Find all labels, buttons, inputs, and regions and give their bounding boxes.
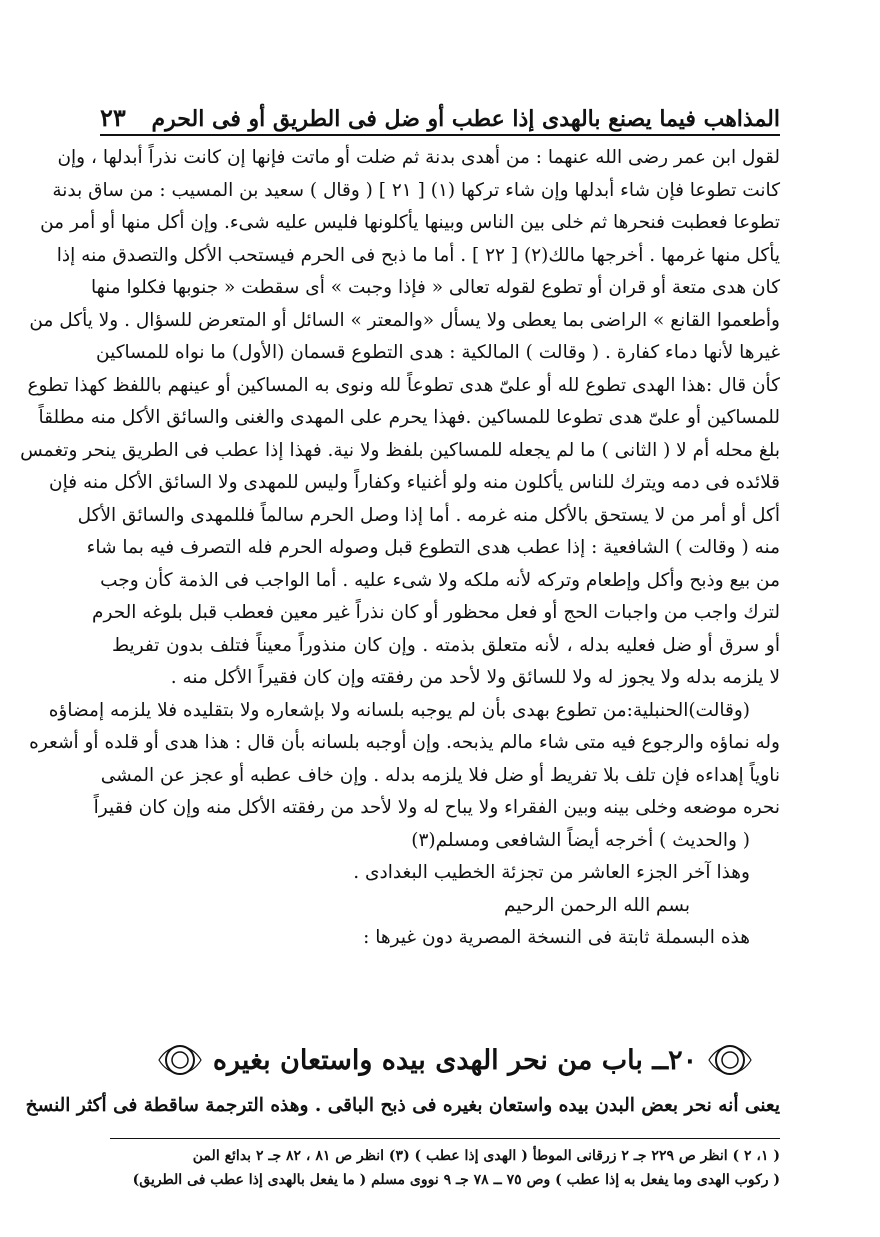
ornament-icon xyxy=(157,1040,203,1080)
text-line: لترك واجب من واجبات الحج أو فعل محظور أو كان نذراً غير معين فعطب قبل بلوغه الحرم xyxy=(92,602,780,623)
footnote-divider xyxy=(110,1138,780,1139)
end-of-part-note: وهذا آخر الجزء العاشر من تجزئة الخطيب البغدادى . xyxy=(353,862,750,883)
footnote-line: ( ١، ٢ ) انظر ص ٢٢٩ جـ ٢ زرقانى الموطأ ( الهدى إذا عطب ) (٣) انظر ص ٨١ ، ٨٢ جـ ٢ بدائع المن xyxy=(192,1148,780,1164)
text-line: وأطعموا القانع » الراضى بما يعطى ولا يسأل «والمعتر » السائل أو المتعرض للسؤال . ولا يأكل من xyxy=(29,309,780,331)
text-line: لقول ابن عمر رضى الله عنهما : من أهدى بدنة ثم ضلت أو ماتت فإنها إن كانت نذراً أبدلها ، وإن xyxy=(57,147,780,168)
chapter-title: ٢٠ــ باب من نحر الهدى بيده واستعان بغيره xyxy=(212,1044,698,1076)
ornament-icon xyxy=(707,1040,753,1080)
text-line: كانت تطوعا فإن شاء أبدلها وإن شاء تركها (١) [ ٢١ ] ( وقال ) سعيد بن المسيب : من ساق بدنة xyxy=(52,179,780,201)
text-line: لا يلزمه بدله ولا يجوز له ولا للسائق ولا لأحد من رفقته وإن كان فقيراً الأكل منه . xyxy=(170,667,780,688)
hanbali-line: وله نماؤه والرجوع فيه متى شاء مالم يذبحه. وإن أوجبه بلسانه بأن قال : هذا هدى أو قلده أو أشعره xyxy=(29,732,780,753)
hanbali-line: ناوياً إهداءه فإن تلف بلا تفريط أو ضل فلا يلزمه بدله . وإن خاف عطبه أو عجز عن المشى xyxy=(100,764,780,786)
page-number: ٢٣ xyxy=(100,103,126,132)
header-divider xyxy=(100,134,780,136)
chapter-heading xyxy=(140,1030,770,1090)
hadith-reference: ( والحديث ) أخرجه أيضاً الشافعى ومسلم(٣) xyxy=(411,829,750,851)
text-line: بلغ محله أم لا ( الثانى ) ما لم يجعله للمساكين بلفظ ولا نية. فهذا إذا عطب فى الطريق ينحر وتغمس xyxy=(20,439,780,461)
text-line: تطوعا فعطبت فنحرها ثم خلى بين الناس وبينها يأكلونها فليس عليه شىء. وإن أكل منها أو أمر من xyxy=(40,212,780,233)
main-text xyxy=(20,142,780,955)
text-line: من بيع وذبح وأكل وإطعام وتركه لأنه ملكه ولا شىء عليه . أما الواجب فى الذمة كأن وجب xyxy=(100,569,780,591)
text-line: يأكل منها غرمها . أخرجها مالك(٢) [ ٢٢ ] . أما ما ذبح فى الحرم فيستحب الأكل والتصدق منه إذا xyxy=(56,244,780,266)
text-line: أكل أو أمر من لا يستحق بالأكل منه غرمه . أما إذا وصل الحرم سالماً فللمهدى والسائق الأكل xyxy=(77,504,780,526)
basmala-note: هذه البسملة ثابتة فى النسخة المصرية دون غيرها : xyxy=(363,927,750,948)
header-title: المذاهب فيما يصنع بالهدى إذا عطب أو ضل فى الطريق أو فى الحرم xyxy=(151,106,780,132)
text-line: كان هدى متعة أو قران أو تطوع لقوله تعالى « فإذا وجبت » أى سقطت « جنوبها فكلوا منها xyxy=(90,277,780,298)
text-line: غيرها لأنها دماء كفارة . ( وقالت ) المالكية : هدى التطوع قسمان (الأول) ما نواه للمساكين xyxy=(96,342,780,363)
basmala: بسم الله الرحمن الرحيم xyxy=(504,894,690,916)
hanbali-line: (وقالت)الحنبلية:من تطوع بهدى بأن لم يوجبه بلسانه ولا بإشعاره ولا بتقليده فلا يلزمه إمضاؤه xyxy=(48,699,750,721)
footnotes xyxy=(110,1144,780,1192)
text-line: كأن قال :هذا الهدى تطوع لله أو علىّ هدى تطوعاً لله ونوى به المساكين أو عينهم باللفظ كهذا تطوع xyxy=(27,374,780,396)
footnote-line: ( ركوب الهدى وما يفعل به إذا عطب ) وص ٧٥ ــ ٧٨ جـ ٩ نووى مسلم ( ما يفعل بالهدى إذا عطب فى الطريق) xyxy=(132,1172,780,1188)
text-line: قلائده فى دمه ويترك للناس يأكلون منه ولو أغنياء وكفاراً وليس للمهدى ولا السائق الأكل منه فإن xyxy=(49,472,780,493)
text-line: أو سرق أو ضل فعليه بدله ، لأنه متعلق بذمته . وإن كان منذوراً معيناً فتلف بدون تفريط xyxy=(112,634,780,656)
running-header xyxy=(100,90,780,132)
hanbali-line: نحره موضعه وخلى بينه وبين الفقراء ولا يباح له ولا لأحد من رفقته الأكل منه وإن كان فقيراً xyxy=(93,797,780,818)
text-line: للمساكين أو علىّ هدى تطوعا للمساكين .فهذا يحرم على المهدى والغنى والسائق الأكل منه مطلقاً xyxy=(38,407,780,428)
text-line: منه ( وقالت ) الشافعية : إذا عطب هدى التطوع قبل وصوله الحرم فله التصرف فيه بما شاء xyxy=(86,537,780,558)
chapter-description: يعنى أنه نحر بعض البدن بيده واستعان بغيره فى ذبح الباقى . وهذه الترجمة ساقطة فى أكثر النسخ xyxy=(25,1095,780,1116)
